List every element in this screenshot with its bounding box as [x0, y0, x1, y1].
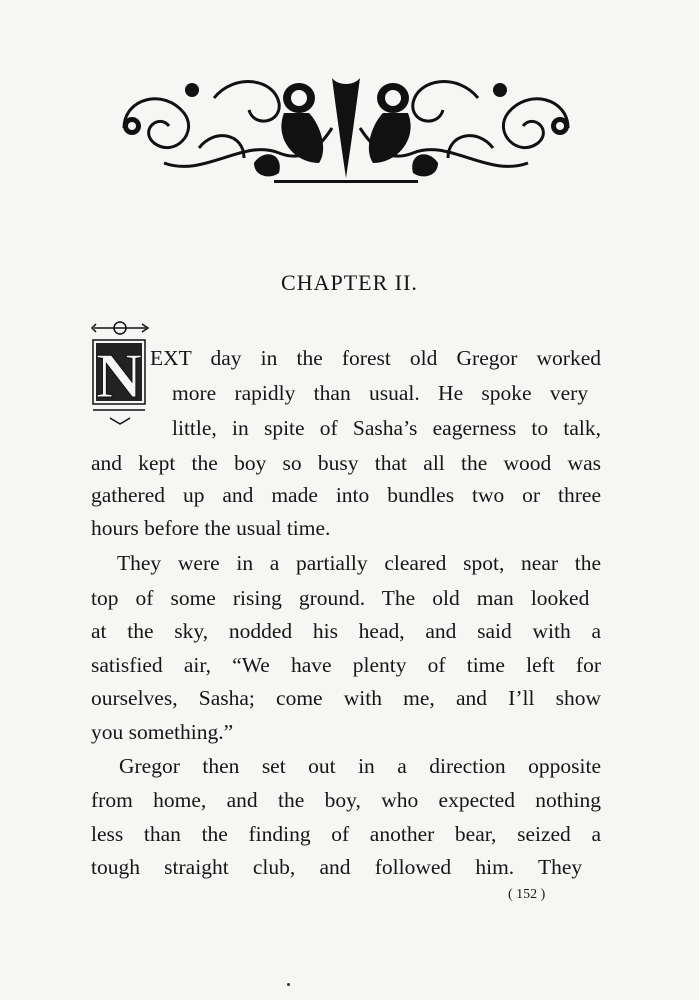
text-line: more rapidly than usual. He spoke very [172, 381, 589, 405]
text-line: They were in a partially cleared spot, near the [117, 551, 601, 575]
text-line: little, in spite of Sasha’s eagerness to talk, [172, 416, 601, 440]
chapter-heading: CHAPTER II. [281, 270, 418, 295]
text-line: hours before the usual time. [91, 516, 331, 540]
text-line: and kept the boy so busy that all the wood was [91, 451, 601, 475]
text-line: gathered up and made into bundles two or three [91, 483, 601, 507]
decorative-header-ornament [104, 68, 588, 190]
text-line: satisfied air, “We have plenty of time left for [91, 653, 601, 677]
text-line: tough straight club, and followed him. They [91, 855, 583, 879]
text-line: less than the finding of another bear, seized a [91, 822, 601, 846]
page-speck [287, 983, 290, 986]
text-line: from home, and the boy, who expected nothing [91, 788, 601, 812]
text-line: EXT day in the forest old Gregor worked [150, 346, 601, 370]
text-line: Gregor then set out in a direction opposite [119, 754, 601, 778]
text-line: you something.” [91, 720, 234, 744]
page-number: ( 152 ) [508, 887, 546, 902]
text-line: top of some rising ground. The old man looked [91, 586, 590, 610]
decorated-drop-cap [90, 318, 152, 428]
text-line: at the sky, nodded his head, and said with a [91, 619, 601, 643]
text-line: ourselves, Sasha; come with me, and I’ll show [91, 686, 601, 710]
drop-cap-letter: N [95, 340, 143, 411]
